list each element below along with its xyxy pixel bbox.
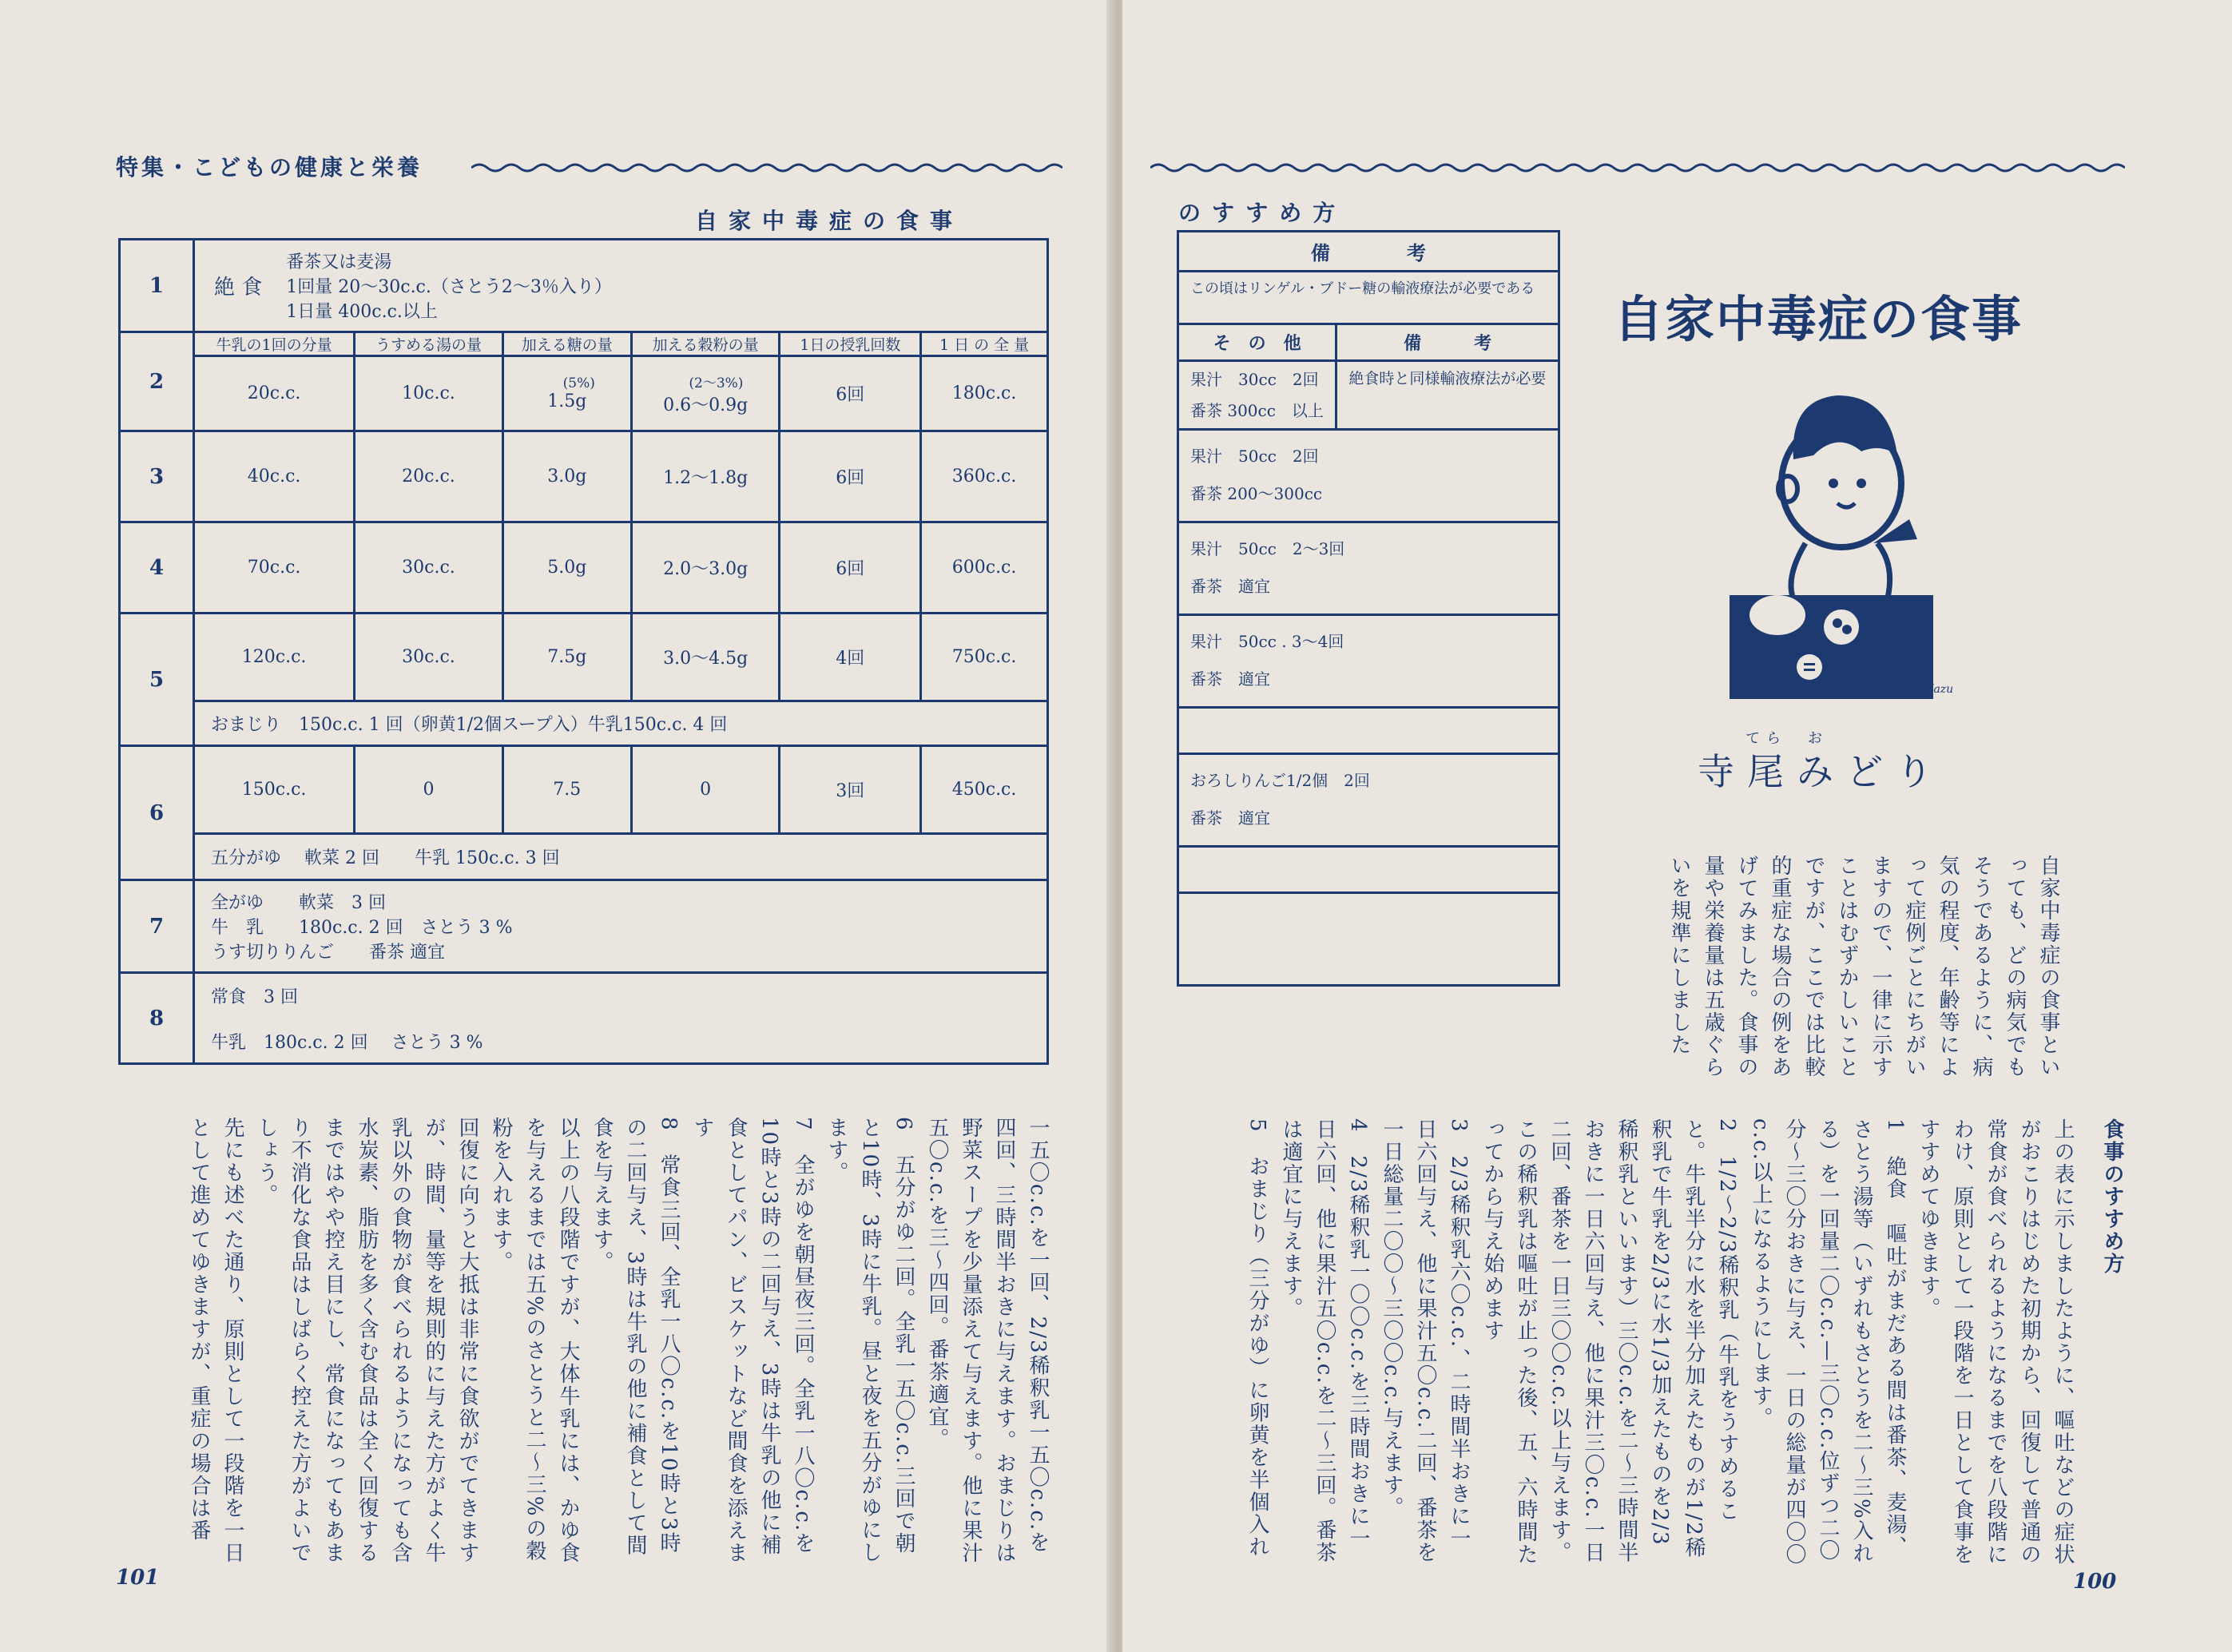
grain-cell: 3.0～4.5g: [631, 614, 780, 701]
water-cell: 30c.c.: [355, 614, 503, 701]
sugar-cell: 5.0g: [502, 522, 631, 614]
paragraph: 8 常食三回、全乳一八〇c.c.を10時と3時の二回与え、3時は牛乳の他に補食として間食を与えます。: [590, 1117, 681, 1557]
paragraph: 4 2/3稀釈乳一〇〇c.c.を三時間おきに一日六回、他に果汁五〇c.c.を二〜三回。番茶は適宜に与えます。: [1279, 1118, 1370, 1564]
stage-1-line: 番茶又は麦湯: [286, 252, 392, 272]
sugar-note: (5%): [562, 375, 595, 391]
paragraph: 先にも述べた通り、原則として一段階を一日として進めてゆきますが、重症の場合は番: [187, 1117, 244, 1564]
author-ruby: てら お: [1745, 730, 1829, 747]
grain-cell: (2～3%) 0.6～0.9g: [631, 356, 780, 431]
intro-text: [1618, 855, 2065, 1094]
notes-cell: 果汁 50cc 2回 番茶 200～300cc: [1178, 430, 1559, 522]
notes-cell: [1178, 847, 1559, 893]
total-cell: 360c.c.: [921, 431, 1048, 522]
intro-paragraph: 自家中毒症の食事といっても、どの病気でもそうであるように、病気の程度、年齢等によって症例ごとにちがいますので、一律に示すことはむずかしいことですが、ここでは比較的重症な場合の例をあげてみました。食事の量や栄養量は五歳ぐらいを規準にしました: [1667, 855, 2060, 1078]
stage-8-line: 牛乳 180c.c. 2 回 さとう 3 %: [211, 1032, 483, 1053]
remarks-cell: 絶食時と同様輸液療法が必要: [1336, 361, 1559, 430]
sugar-cell: (5%) 1.5g: [502, 356, 631, 431]
stage-number: 2: [120, 332, 194, 431]
grain-cell: 2.0～3.0g: [631, 522, 780, 614]
times-cell: 4回: [780, 614, 921, 701]
section-heading: 食事のすすめ方: [2100, 1118, 2124, 1275]
notes-cell: 果汁 30cc 2回 番茶 300cc 以上: [1178, 361, 1336, 430]
stage-7-cell: [194, 880, 1048, 973]
grain-cell: 1.2～1.8g: [631, 431, 780, 522]
grain-cell: 0: [631, 746, 780, 834]
paragraph: 以上の八段階ですが、大体牛乳には、かゆ食を与えるまでは五%のさとうと二〜三%の穀粉を入れます。: [489, 1117, 580, 1564]
stage-8-line: 常食 3 回: [211, 987, 298, 1007]
author-name: 寺尾みどり: [1698, 750, 1945, 793]
running-head: 特集・こどもの健康と栄養: [116, 154, 423, 181]
stage-number: 4: [120, 522, 194, 614]
notes-cell: 果汁 50cc 2～3回 番茶 適宜: [1178, 522, 1559, 615]
remarks-header: 備 考: [1336, 324, 1559, 361]
total-cell: 600c.c.: [921, 522, 1048, 614]
stage-1-line: 1回量 20～30c.c.（さとう2～3％入り）: [286, 277, 612, 297]
milk-cell: 120c.c.: [194, 614, 355, 701]
total-cell: 450c.c.: [921, 746, 1048, 834]
milk-cell: 20c.c.: [194, 356, 355, 431]
left-page: [0, 0, 1114, 1652]
child-eating-illustration-icon: [1718, 383, 1957, 703]
milk-cell: 70c.c.: [194, 522, 355, 614]
paragraph: 6 五分がゆ二回。全乳一五〇c.c.三回で朝と10時、3時に牛乳。昼と夜を五分がゆにします。: [824, 1117, 915, 1564]
right-page: [1122, 0, 2232, 1652]
notes-header: 備 考: [1178, 232, 1559, 272]
paragraph: 上の表に示しましたように、嘔吐などの症状がおこりはじめた初期から、回復して普通の常食が食べられるようになるまでを八段階にわけ、原則として一段階を一日として食事をすすめてゆきます。: [1916, 1118, 2075, 1566]
stage-1-line: 1日量 400c.c.以上: [286, 302, 438, 322]
page-number: 100: [2073, 1570, 2117, 1594]
stage-number: 6: [120, 746, 194, 880]
notes-first-cell: この頃はリンゲル・ブドー糖の輸液療法が必要である: [1178, 272, 1559, 324]
stage-number: 1: [120, 240, 194, 332]
wavy-rule-icon: [471, 161, 1062, 174]
times-cell: 6回: [780, 431, 921, 522]
stage-7-line: 牛 乳 180c.c. 2 回 さとう 3 %: [211, 918, 513, 938]
column-header: 1 日 の 全 量: [921, 332, 1048, 356]
column-header: うすめる湯の量: [355, 332, 503, 356]
diet-table: [118, 238, 1049, 1065]
column-header: 加える糖の量: [502, 332, 631, 356]
water-cell: 30c.c.: [355, 522, 503, 614]
times-cell: 6回: [780, 356, 921, 431]
stage-number: 8: [120, 973, 194, 1064]
stage-number: 3: [120, 431, 194, 522]
grain-note: (2～3%): [689, 375, 744, 391]
stage-number: 7: [120, 880, 194, 973]
milk-cell: 150c.c.: [194, 746, 355, 834]
stage-7-line: うす切りりんご 番茶 適宜: [211, 943, 445, 963]
paragraph: 3 2/3稀釈乳六〇c.c.、二時間半おきに一日六回与え、他に果汁五〇c.c.二回、番茶を一日総量二〇〇〜三〇〇c.c.与えます。: [1380, 1118, 1471, 1564]
column-header: 加える穀粉の量: [631, 332, 780, 356]
notes-table: [1177, 230, 1560, 987]
stage-5-note: おまじり 150c.c. 1 回（卵黄1/2個スープ入）牛乳150c.c. 4 回: [194, 701, 1048, 746]
stage-6-note: 五分がゆ 軟菜 2 回 牛乳 150c.c. 3 回: [194, 834, 1048, 880]
milk-cell: 40c.c.: [194, 431, 355, 522]
stage-7-line: 全がゆ 軟菜 3 回: [211, 893, 386, 913]
right-body-text: [1146, 1118, 2129, 1566]
other-header: そ の 他: [1178, 324, 1336, 361]
times-cell: 3回: [780, 746, 921, 834]
paragraph: 5 おまじり（三分がゆ）に卵黄を半個入れ: [1245, 1118, 1269, 1559]
water-cell: 0: [355, 746, 503, 834]
notes-cell: おろしりんご1/2個 2回 番茶 適宜: [1178, 754, 1559, 847]
sugar-cell: 3.0g: [502, 431, 631, 522]
stage-8-cell: [194, 973, 1048, 1064]
total-cell: 750c.c.: [921, 614, 1048, 701]
times-cell: 6回: [780, 522, 921, 614]
paragraph: 1 絶食 嘔吐がまだある間は番茶、麦湯、さとう湯等（いずれもさとうを二〜三%入れる）を一回量二〇c.c.—三〇c.c.位ずつ二〇分〜三〇分おきに与え、一日の総量が四〇〇c.c.以上になるようにします。: [1749, 1118, 1907, 1566]
paragraph: 7 全がゆを朝昼夜三回。全乳一八〇c.c.を10時と3時の二回与え、3時は牛乳の他に補食としてパン、ビスケットなど間食を添えます: [690, 1117, 815, 1564]
article-title: 自家中毒症の食事: [1614, 290, 2023, 348]
notes-cell: 果汁 50cc . 3～4回 番茶 適宜: [1178, 615, 1559, 708]
paragraph: 回復に向うと大抵は非常に食欲がでてきますが、時間、量等を規則的に与えた方がよく牛乳以外の食物が食べられるようになっても含水炭素、脂肪を多く含む食品は全く回復するまではやや控え目にし、常食になってもあまり不消化な食品はしばらく控えた方がよいでしょう。: [254, 1117, 479, 1564]
illustration-signature: Kazu: [1925, 683, 1954, 696]
stage-number: 5: [120, 614, 194, 746]
notes-cell: [1178, 893, 1559, 986]
paragraph: 2 1/2〜2/3稀釈乳（牛乳をうすめること。牛乳半分に水を半分加えたものが1/2稀釈乳で牛乳を2/3に水1/3加えたものを2/3稀釈乳といいます）三〇c.c.を二〜三時間半おきに一日六回与え、他に果汁三〇c.c.一日二回、番茶を一日三〇〇c.c.以上与えます。この稀釈乳は嘔吐が止った後、五、六時間たってから与え始めます: [1480, 1118, 1739, 1566]
paragraph: 一五〇c.c.を一回、2/3稀釈乳一五〇c.c.を四回、三時間半おきに与えます。おまじりは野菜スープを少量添えて与えます。他に果汁五〇c.c.を三〜四回。番茶適宜。: [925, 1117, 1050, 1564]
total-cell: 180c.c.: [921, 356, 1048, 431]
water-cell: 10c.c.: [355, 356, 503, 431]
left-body-text: [112, 1117, 1054, 1564]
table-caption: 自家中毒症の食事: [695, 208, 964, 234]
table-caption-end: のすすめ方: [1178, 200, 1347, 226]
column-header: 1日の授乳回数: [780, 332, 921, 356]
water-cell: 20c.c.: [355, 431, 503, 522]
page-number: 101: [116, 1566, 160, 1590]
column-header: 牛乳の1回の分量: [194, 332, 355, 356]
stage-1-cell: [194, 240, 1048, 332]
notes-cell: [1178, 708, 1559, 754]
sugar-cell: 7.5g: [502, 614, 631, 701]
sugar-cell: 7.5: [502, 746, 631, 834]
fasting-label: 絶 食: [214, 276, 263, 300]
wavy-rule-icon: [1150, 161, 2125, 174]
